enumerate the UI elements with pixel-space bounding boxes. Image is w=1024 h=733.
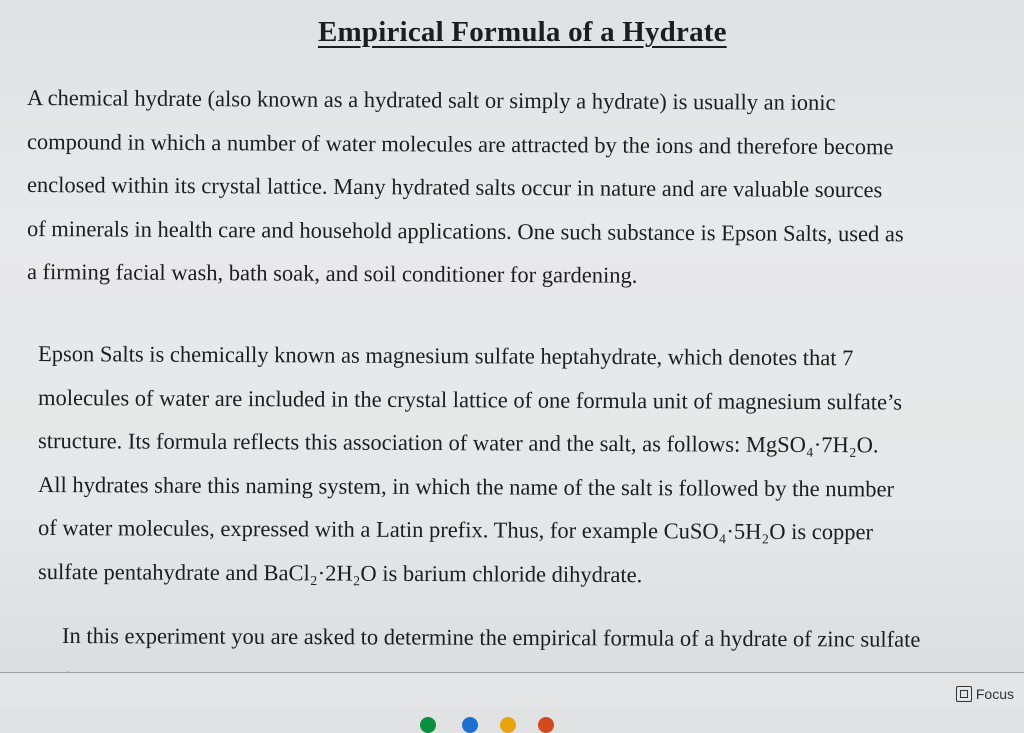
paragraph-line: compound in which a number of water molecules are attracted by the ions and therefore become xyxy=(26,128,894,159)
paragraph-line: enclosed within its crystal lattice. Many hydrated salts occur in nature and are valuable sources xyxy=(26,172,883,203)
document-title: Empirical Formula of a Hydrate xyxy=(318,16,727,48)
paragraph-line: Epson Salts is chemically known as magnesium sulfate heptahydrate, which denotes that 7 xyxy=(37,341,854,371)
paragraph-2 xyxy=(38,330,902,591)
paragraph-line: a firming facial wash, bath soak, and soil conditioner for gardening. xyxy=(26,259,638,288)
paragraph-line: sulfate pentahydrate and BaCl₂·2H₂O is barium chloride dihydrate. xyxy=(37,558,643,587)
taskbar-app-icon[interactable] xyxy=(500,717,516,733)
paragraph-line: A chemical hydrate (also known as a hydrated salt or simply a hydrate) is usually an ionic xyxy=(26,85,836,115)
taskbar-app-icon[interactable] xyxy=(538,717,554,733)
focus-icon xyxy=(956,686,972,702)
paragraph-line: structure. Its formula reflects this association of water and the salt, as follows: MgSO₄·7H₂O. xyxy=(37,428,879,458)
focus-label: Focus xyxy=(975,686,1014,702)
taskbar xyxy=(0,709,1024,727)
paragraph-line: of water molecules, expressed with a Latin prefix. Thus, for example CuSO₄·5H₂O is copper xyxy=(37,515,874,545)
taskbar-app-icon[interactable] xyxy=(420,717,436,733)
focus-button[interactable] xyxy=(956,686,1014,702)
paragraph-line: In this experiment you are asked to determine the empirical formula of a hydrate of zinc sulfate xyxy=(61,623,921,652)
paragraph-line: of minerals in health care and household applications. One such substance is Epson Salts, used as xyxy=(26,215,904,246)
paragraph-1 xyxy=(27,74,904,292)
paragraph-line: All hydrates share this naming system, in which the name of the salt is followed by the number xyxy=(37,471,895,501)
paragraph-line: molecules of water are included in the crystal lattice of one formula unit of magnesium sulfate’s xyxy=(37,384,903,415)
taskbar-app-icon[interactable] xyxy=(462,717,478,733)
